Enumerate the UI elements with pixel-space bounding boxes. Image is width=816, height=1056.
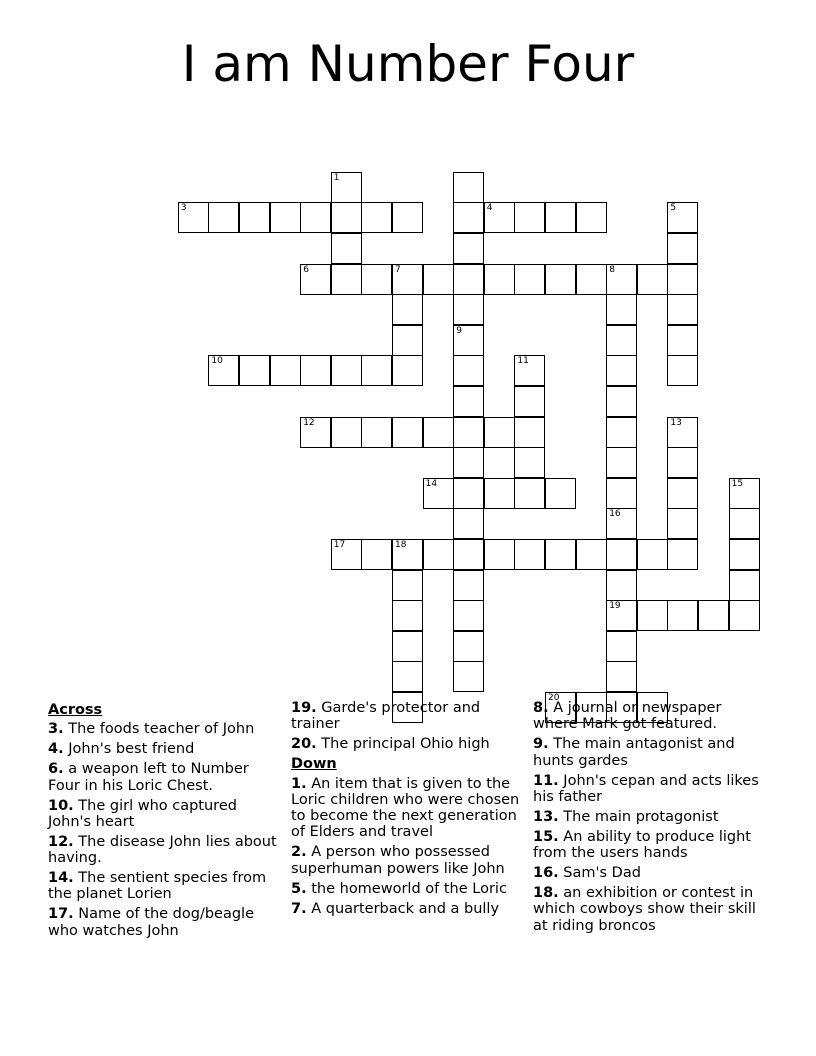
grid-cell[interactable]	[667, 325, 698, 356]
grid-cell[interactable]	[606, 539, 637, 570]
grid-cell[interactable]	[361, 202, 392, 233]
grid-cell[interactable]	[545, 264, 576, 295]
clue-text: the homeworld of the Loric	[311, 880, 507, 897]
grid-cell[interactable]	[453, 600, 484, 631]
clue-item	[48, 798, 280, 831]
grid-cell[interactable]	[606, 508, 637, 539]
clue-number: 6	[303, 264, 309, 275]
grid-cell[interactable]	[453, 661, 484, 692]
grid-cell[interactable]	[208, 355, 239, 386]
grid-cell[interactable]	[331, 264, 362, 295]
clue-number: 11	[517, 356, 529, 367]
grid-cell[interactable]	[453, 508, 484, 539]
clue-text: John's best friend	[68, 741, 195, 758]
grid-cell[interactable]	[667, 264, 698, 295]
grid-cell[interactable]	[453, 325, 484, 356]
grid-cell[interactable]	[453, 417, 484, 448]
grid-cell[interactable]	[361, 355, 392, 386]
clue-number: 2.	[291, 844, 307, 861]
grid-cell[interactable]	[361, 417, 392, 448]
grid-cell[interactable]	[331, 233, 362, 264]
grid-cell[interactable]	[270, 355, 301, 386]
clue-number: 10.	[48, 797, 74, 814]
clues-column-1	[48, 700, 280, 943]
grid-cell[interactable]	[606, 264, 637, 295]
down-heading: Down	[291, 756, 337, 773]
grid-cell[interactable]	[392, 539, 423, 570]
grid-cell[interactable]	[606, 570, 637, 601]
clue-number: 8	[609, 264, 615, 275]
clue-number: 9.	[533, 736, 549, 753]
clue-number: 8.	[533, 700, 549, 716]
clue-text: The foods teacher of John	[68, 721, 255, 738]
grid-cell[interactable]	[606, 631, 637, 662]
grid-cell[interactable]	[514, 478, 545, 509]
clue-number: 20	[548, 693, 560, 703]
clue-text: The main protagonist	[563, 808, 719, 825]
grid-cell[interactable]	[361, 539, 392, 570]
clue-text: The girl who captured John's heart	[48, 797, 237, 830]
grid-cell[interactable]	[545, 478, 576, 509]
grid-cell[interactable]	[239, 355, 270, 386]
grid-cell[interactable]	[361, 264, 392, 295]
grid-cell[interactable]	[453, 355, 484, 386]
clue-number: 15.	[533, 828, 559, 845]
clues-column-3	[533, 700, 769, 938]
grid-cell[interactable]	[331, 417, 362, 448]
grid-cell[interactable]	[423, 478, 454, 509]
clue-text: A quarterback and a bully	[311, 900, 500, 917]
grid-cell[interactable]	[514, 264, 545, 295]
grid-cell[interactable]	[423, 264, 454, 295]
clue-item	[291, 844, 527, 877]
clue-item	[48, 761, 280, 794]
clue-number: 17.	[48, 906, 74, 923]
grid-cell[interactable]	[484, 417, 515, 448]
clue-number: 14	[425, 478, 438, 489]
grid-cell[interactable]	[331, 172, 362, 203]
grid-cell[interactable]	[300, 355, 331, 386]
clue-number: 17	[333, 540, 346, 550]
grid-cell[interactable]	[606, 478, 637, 509]
clue-text: An item that is given to the Loric children who were chosen to become the next generation of Elders and travel	[291, 775, 520, 841]
grid-cell[interactable]	[484, 264, 515, 295]
grid-cell[interactable]	[545, 202, 576, 233]
grid-cell[interactable]	[453, 478, 484, 509]
clue-number: 7	[395, 264, 401, 275]
grid-cell[interactable]	[729, 539, 760, 570]
clue-number: 13	[670, 417, 682, 428]
clue-number: 6.	[48, 761, 64, 778]
grid-cell[interactable]	[208, 202, 239, 233]
grid-cell[interactable]	[667, 600, 698, 631]
grid-cell[interactable]	[514, 417, 545, 448]
grid-cell[interactable]	[606, 386, 637, 417]
clue-text: A journal or newspaper where Mark got featured.	[533, 700, 722, 733]
grid-cell[interactable]	[606, 600, 637, 631]
grid-cell[interactable]	[698, 600, 729, 631]
grid-cell[interactable]	[392, 202, 423, 233]
grid-cell[interactable]	[637, 264, 668, 295]
grid-cell[interactable]	[514, 202, 545, 233]
clue-number: 9	[456, 325, 462, 336]
grid-cell[interactable]	[606, 325, 637, 356]
grid-cell[interactable]	[637, 600, 668, 631]
grid-cell[interactable]	[576, 202, 607, 233]
grid-cell[interactable]	[667, 417, 698, 448]
grid-cell[interactable]	[392, 325, 423, 356]
clue-number: 4	[486, 203, 493, 214]
grid-cell[interactable]	[331, 202, 362, 233]
clue-item	[533, 865, 769, 881]
grid-cell[interactable]	[392, 661, 423, 692]
grid-cell[interactable]	[423, 417, 454, 448]
clue-number: 10	[211, 356, 223, 367]
grid-cell[interactable]	[453, 386, 484, 417]
grid-cell[interactable]	[514, 355, 545, 386]
grid-cell[interactable]	[484, 478, 515, 509]
grid-cell[interactable]	[453, 570, 484, 601]
clue-item	[533, 809, 769, 825]
grid-cell[interactable]	[514, 539, 545, 570]
clue-item	[533, 700, 769, 733]
clue-item	[533, 773, 769, 806]
grid-cell[interactable]	[331, 539, 362, 570]
grid-cell[interactable]	[270, 202, 301, 233]
grid-cell[interactable]	[667, 447, 698, 478]
grid-cell[interactable]	[392, 631, 423, 662]
clue-item	[291, 881, 527, 897]
grid-cell[interactable]	[576, 539, 607, 570]
clue-number: 3	[180, 203, 187, 214]
clue-text: The disease John lies about having.	[48, 833, 277, 867]
clue-text: Sam's Dad	[563, 865, 641, 882]
clue-text: an exhibition or contest in which cowboys show their skill at riding broncos	[533, 885, 756, 934]
clues-column-2	[291, 700, 527, 921]
clue-number: 19	[609, 601, 621, 612]
clue-number: 16.	[533, 865, 559, 882]
clue-text: A person who possessed superhuman powers like John	[291, 844, 505, 877]
clue-item	[533, 736, 769, 769]
clue-number: 7.	[291, 900, 307, 917]
grid-cell[interactable]	[667, 508, 698, 539]
clue-number: 15	[731, 478, 744, 489]
clue-number: 13.	[533, 808, 559, 825]
grid-cell[interactable]	[484, 202, 515, 233]
clue-item	[291, 736, 527, 752]
grid-cell[interactable]	[514, 386, 545, 417]
grid-cell[interactable]	[392, 264, 423, 295]
across-heading: Across	[48, 702, 103, 718]
grid-cell[interactable]	[392, 570, 423, 601]
clue-number: 18	[395, 540, 407, 550]
clue-number: 3.	[48, 721, 64, 738]
clue-text: An ability to produce light from the users hands	[533, 828, 751, 862]
clue-number: 11.	[533, 772, 559, 789]
grid-cell[interactable]	[606, 661, 637, 692]
clue-text: a weapon left to Number Four in his Loric Chest.	[48, 761, 249, 794]
clue-text: The main antagonist and hunts gardes	[533, 736, 735, 769]
grid-cell[interactable]	[667, 202, 698, 233]
grid-cell[interactable]	[239, 202, 270, 233]
grid-cell[interactable]	[606, 447, 637, 478]
clue-number: 1.	[291, 775, 307, 792]
clue-number: 18.	[533, 885, 559, 902]
grid-cell[interactable]	[453, 172, 484, 203]
clue-item	[48, 834, 280, 867]
clue-item	[533, 829, 769, 862]
clue-item	[48, 741, 280, 757]
grid-cell[interactable]	[667, 355, 698, 386]
grid-cell[interactable]	[729, 600, 760, 631]
grid-cell[interactable]	[453, 264, 484, 295]
grid-cell[interactable]	[637, 539, 668, 570]
grid-cell[interactable]	[453, 447, 484, 478]
clue-text: Name of the dog/beagle who watches John	[48, 906, 255, 939]
grid-cell[interactable]	[300, 264, 331, 295]
clue-number: 12.	[48, 833, 74, 850]
grid-cell[interactable]	[667, 478, 698, 509]
grid-cell[interactable]	[392, 294, 423, 325]
grid-cell[interactable]	[178, 202, 209, 233]
clue-text: The sentient species from the planet Lorien	[48, 870, 267, 903]
clue-text: The principal Ohio high	[321, 736, 490, 753]
grid-cell[interactable]	[453, 539, 484, 570]
grid-cell[interactable]	[667, 233, 698, 264]
clue-item	[291, 901, 527, 917]
grid-cell[interactable]	[392, 417, 423, 448]
grid-cell[interactable]	[392, 600, 423, 631]
clue-number: 4.	[48, 741, 64, 758]
clue-item	[48, 906, 280, 939]
grid-cell[interactable]	[453, 631, 484, 662]
grid-cell[interactable]	[606, 294, 637, 325]
grid-cell[interactable]	[453, 202, 484, 233]
grid-cell[interactable]	[667, 294, 698, 325]
grid-cell[interactable]	[423, 539, 454, 570]
clue-number: 16	[609, 509, 621, 520]
clue-item	[533, 885, 769, 934]
grid-cell[interactable]	[606, 417, 637, 448]
grid-cell[interactable]	[729, 570, 760, 601]
clue-number: 12	[303, 417, 315, 428]
grid-cell[interactable]	[667, 539, 698, 570]
grid-cell[interactable]	[576, 264, 607, 295]
grid-cell[interactable]	[392, 355, 423, 386]
grid-cell[interactable]	[729, 478, 760, 509]
clue-item	[291, 700, 527, 733]
clue-number: 5.	[291, 880, 307, 897]
grid-cell[interactable]	[545, 539, 576, 570]
grid-cell[interactable]	[300, 417, 331, 448]
grid-cell[interactable]	[484, 539, 515, 570]
clue-number: 19.	[291, 700, 317, 716]
clue-number: 14.	[48, 870, 74, 887]
clue-item	[48, 870, 280, 903]
grid-cell[interactable]	[729, 508, 760, 539]
clue-item	[291, 776, 527, 841]
grid-cell[interactable]	[606, 355, 637, 386]
grid-cell[interactable]	[300, 202, 331, 233]
grid-cell[interactable]	[514, 447, 545, 478]
grid-cell[interactable]	[331, 355, 362, 386]
clue-text: Garde's protector and trainer	[291, 700, 481, 733]
clue-text: John's cepan and acts likes his father	[533, 772, 759, 805]
clue-number: 1	[333, 172, 340, 183]
clue-number: 5	[670, 203, 677, 214]
clue-number: 20.	[291, 736, 317, 753]
page-title: I am Number Four	[181, 35, 635, 93]
grid-cell[interactable]	[453, 294, 484, 325]
clue-item	[48, 721, 280, 737]
grid-cell[interactable]	[453, 233, 484, 264]
